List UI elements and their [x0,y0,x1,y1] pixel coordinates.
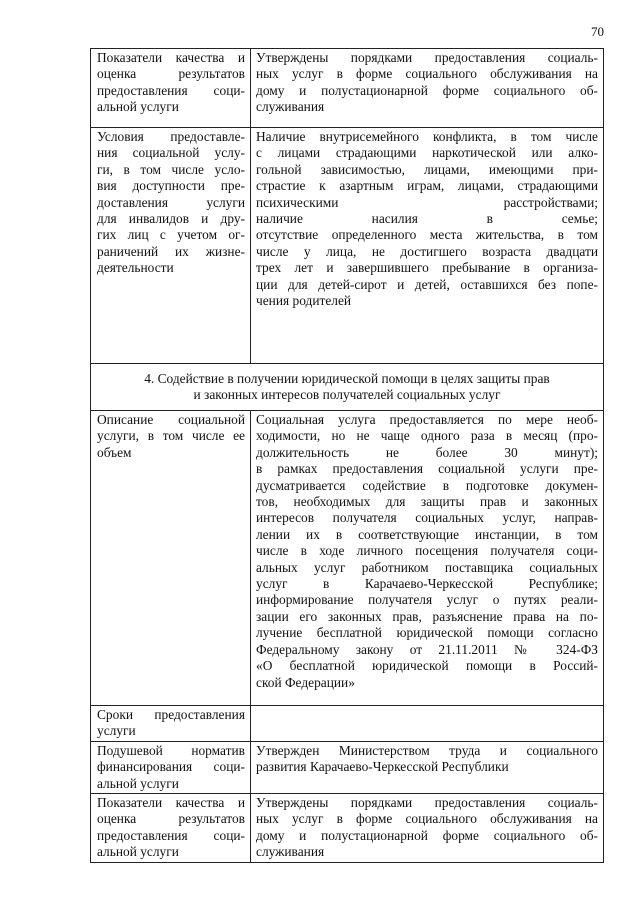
label-line: доставления услуги [97,194,245,210]
value-line: числе у лица, не достигшего возраста двадцати [256,243,598,259]
label-line: вия доступности пре- [97,178,245,194]
row-label-terms [91,706,251,742]
value-line: наличие насилия в семье; [256,211,598,227]
value-line: интересов получателя социальных услуг, направ- [256,510,598,526]
label-line: предоставления соци- [97,82,245,98]
label-line: ния социальной услу- [97,145,245,161]
value-line: гольной зависимостью, лицами, имеющими при- [256,161,598,177]
value-line: развития Карачаево-Черкесской Республики [256,759,509,775]
value-line: служивания [256,99,325,115]
section-heading [91,364,604,411]
label-line: оценка результатов [97,66,245,82]
row-value-quality-indicators [251,49,604,128]
label-line: Сроки предоставления [97,707,245,722]
value-line: ходимости, но не чаще одного раза в месяц (про- [256,428,598,444]
label-line: альной услуги [97,844,179,860]
value-line: дому и полустационарной форме социального об- [256,827,598,843]
value-line: альных услуг работником поставщика социальных [256,559,598,575]
value-line: Социальная услуга предоставляется по мере необ- [256,412,598,427]
value-line: с лицами страдающими наркотической или алко- [256,145,598,161]
value-line: дому и полустационарной форме социального об- [256,82,598,98]
value-line: в рамках предоставления социальной услуги пре- [256,461,598,477]
label-line: альной услуги [97,99,179,115]
row-label-conditions [91,128,251,364]
value-line: зации его законных прав, разъяснение права на по- [256,608,598,624]
label-line: Описание социальной [97,412,245,427]
label-line: объем [97,444,132,460]
value-line: «О бесплатной юридической помощи в Россий- [256,658,598,674]
row-label-quality-indicators-2 [91,794,251,863]
row-value-terms [251,706,604,742]
value-line: ции для детей-сирот и детей, оставшихся без попе- [256,276,598,292]
page-number: 70 [591,24,604,39]
table-row [91,128,604,364]
label-line: Условия предоставле- [97,129,245,144]
row-label-financing [91,741,251,793]
value-line: тов, необходимых для защиты прав и законных [256,494,598,510]
value-line: чения родителей [256,293,352,309]
label-line: раничений их жизне- [97,243,245,259]
row-value-conditions [251,128,604,364]
row-value-financing [251,741,604,793]
value-line: лучение бесплатной юридической помощи согласно [256,625,598,641]
table-row-section-header [91,364,604,411]
section-heading-line: 4. Содействие в получении юридической помощи в целях защиты прав [144,371,550,386]
label-line: услуги [97,723,136,739]
value-line: отсутствие определенного места жительства, в том [256,227,598,243]
value-line: Утверждены порядками предоставления социаль- [256,50,598,65]
value-line: Утверждены порядками предоставления социаль- [256,795,598,811]
label-line: оценка результатов [97,811,245,827]
value-line: информирование получателя услуг о путях реали- [256,592,598,608]
label-line: Показатели качества и [97,50,245,65]
value-line: услуг в Карачаево-Черкесской Республике; [256,576,598,592]
table-row [91,49,604,128]
value-line: ской Федерации» [256,674,355,690]
row-value-description [251,411,604,706]
services-table [90,48,604,863]
value-line: числе в ходе личного посещения получателя соци- [256,543,598,559]
value-line: служивания [256,844,325,860]
value-line: ных услуг в форме социального обслуживания на [256,66,598,82]
label-line: для инвалидов и дру- [97,211,245,227]
value-line: лении их в соответствующие инстанции, в том [256,526,598,542]
row-label-quality-indicators [91,49,251,128]
section-heading-line: и законных интересов получателей социальных услуг [193,387,501,403]
value-line: Федеральному закону от 21.11.2011 № 324-ФЗ [256,641,598,657]
row-label-description [91,411,251,706]
value-line: страстие к азартным играм, лицами, страдающими [256,178,598,194]
value-line: психическими расстройствами; [256,194,598,210]
value-line: Утвержден Министерством труда и социального [256,742,598,758]
table-row [91,411,604,706]
label-line: финансирования соци- [97,759,245,775]
label-line: деятельности [97,260,174,276]
value-line: трех лет и завершившего пребывание в организа- [256,260,598,276]
label-line: ги, в том числе усло- [97,161,245,177]
value-line: должительность не более 30 минут); [256,444,598,460]
label-line: альной услуги [97,775,179,791]
label-line: услуги, в том числе ее [97,428,245,444]
label-line: Подушевой норматив [97,742,245,758]
value-line: дусматривается содействие в подготовке докумен- [256,477,598,493]
table-row [91,706,604,742]
table-row [91,741,604,793]
row-value-quality-indicators-2 [251,794,604,863]
value-line: ных услуг в форме социального обслуживания на [256,811,598,827]
label-line: гих лиц с учетом ог- [97,227,245,243]
value-line: Наличие внутрисемейного конфликта, в том числе [256,129,598,144]
label-line: предоставления соци- [97,827,245,843]
label-line: Показатели качества и [97,795,245,811]
table-row [91,794,604,863]
